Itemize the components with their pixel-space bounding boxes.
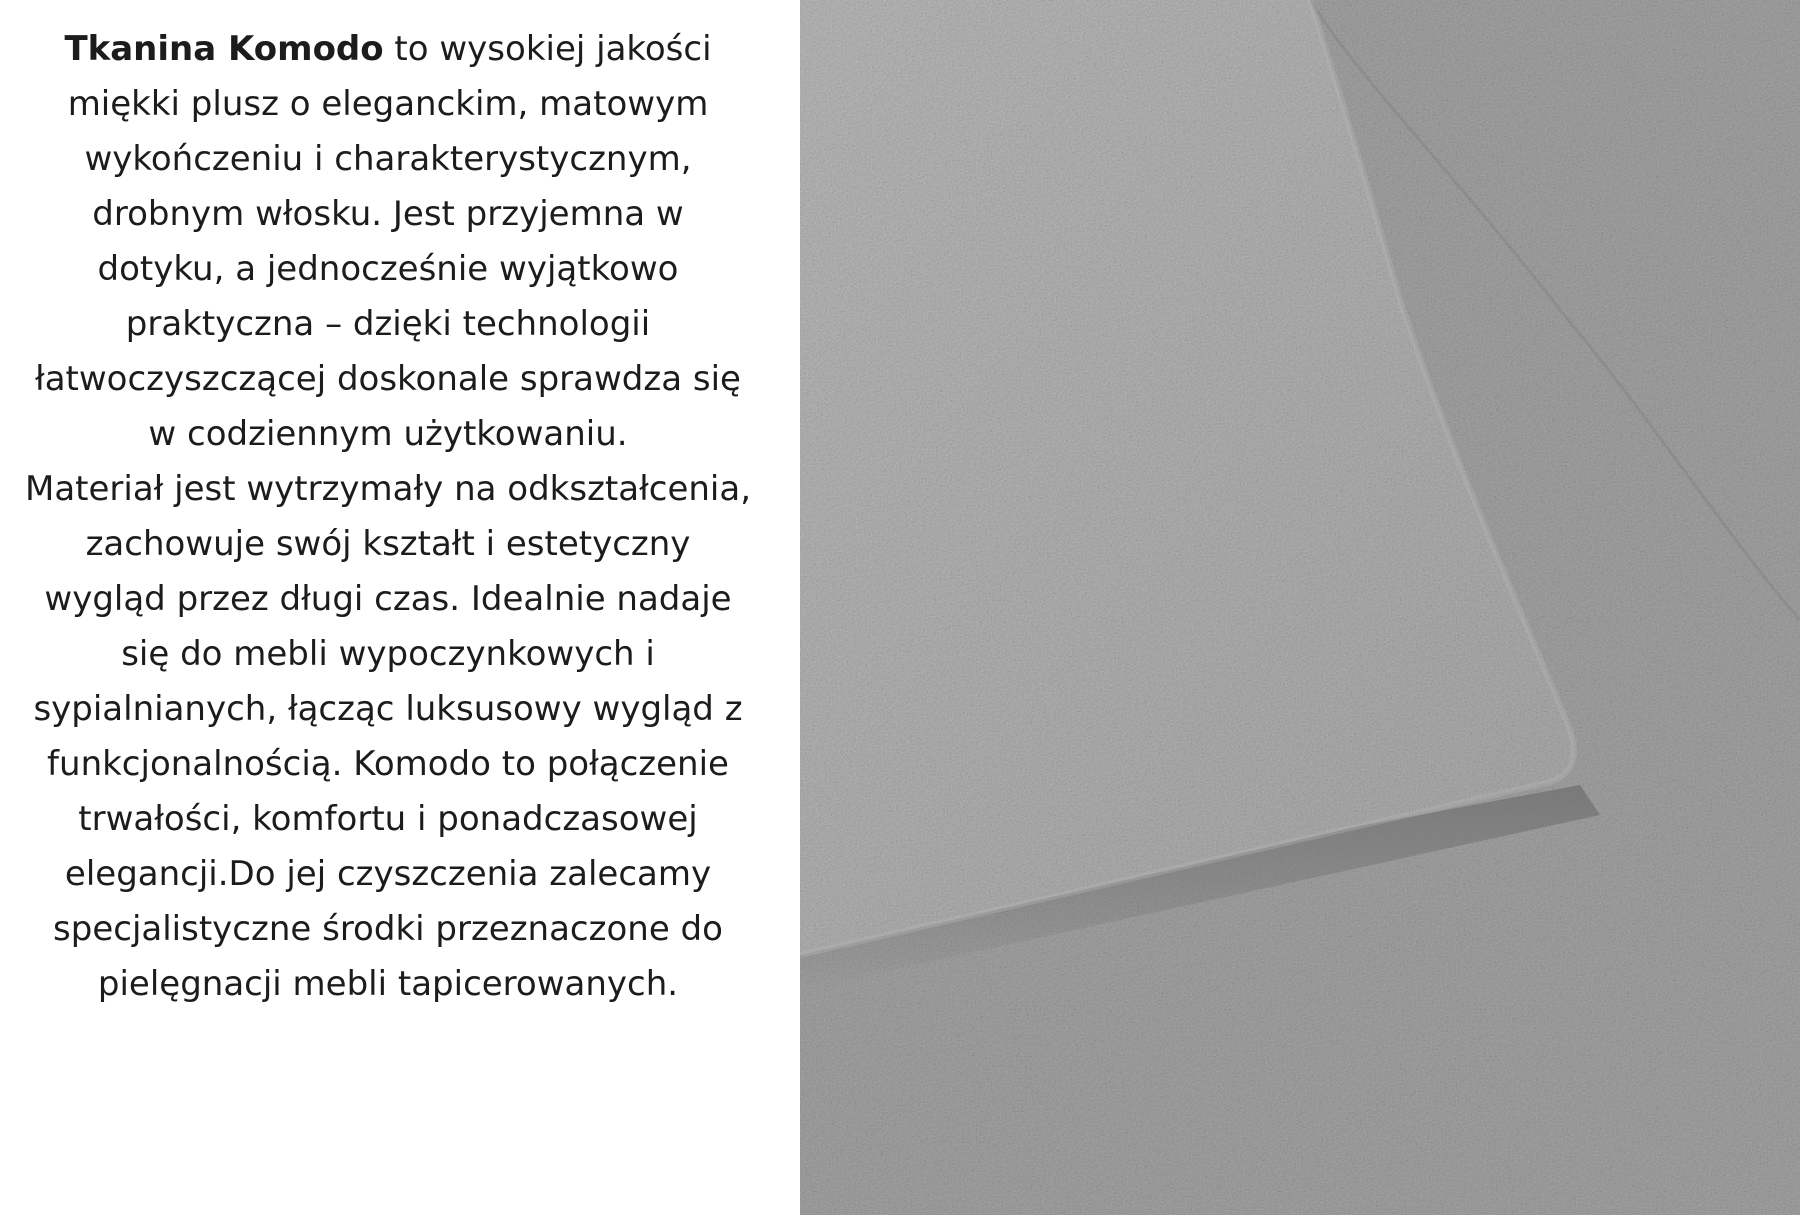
description-line: sypialnianych, łącząc luksusowy wygląd z xyxy=(33,689,743,729)
description-line: pielęgnacji mebli tapicerowanych. xyxy=(97,964,679,1004)
description-line: trwałości, komfortu i ponadczasowej xyxy=(78,799,698,839)
description-line: miękki plusz o eleganckim, matowym xyxy=(67,84,709,124)
description-line: się do mebli wypoczynkowych i xyxy=(121,634,655,674)
text-panel xyxy=(0,0,800,1215)
description-line: elegancji.Do jej czyszczenia zalecamy xyxy=(64,854,712,894)
fabric-description xyxy=(0,22,776,1012)
description-line: zachowuje swój kształt i estetyczny xyxy=(85,524,691,564)
description-first-line-rest: to wysokiej jakości xyxy=(383,29,712,69)
description-line: wygląd przez długi czas. Idealnie nadaje xyxy=(44,579,732,619)
brand-name: Tkanina Komodo xyxy=(64,29,384,69)
description-line: drobnym włosku. Jest przyjemna w xyxy=(92,194,684,234)
description-line: specjalistyczne środki przeznaczone do xyxy=(53,909,723,949)
description-line: w codziennym użytkowaniu. xyxy=(148,414,628,454)
description-line: łatwoczyszczącej doskonale sprawdza się xyxy=(35,359,741,399)
description-line: funkcjonalnością. Komodo to połączenie xyxy=(47,744,729,784)
description-line: praktyczna – dzięki technologii xyxy=(125,304,651,344)
fabric-swatch-photo xyxy=(800,0,1800,1215)
description-line: Materiał jest wytrzymały na odkształcenia, xyxy=(24,469,752,509)
description-line xyxy=(0,22,776,77)
description-line: wykończeniu i charakterystycznym, xyxy=(84,139,692,179)
description-line: dotyku, a jednocześnie wyjątkowo xyxy=(97,249,679,289)
fabric-swatch-image xyxy=(800,0,1800,1215)
